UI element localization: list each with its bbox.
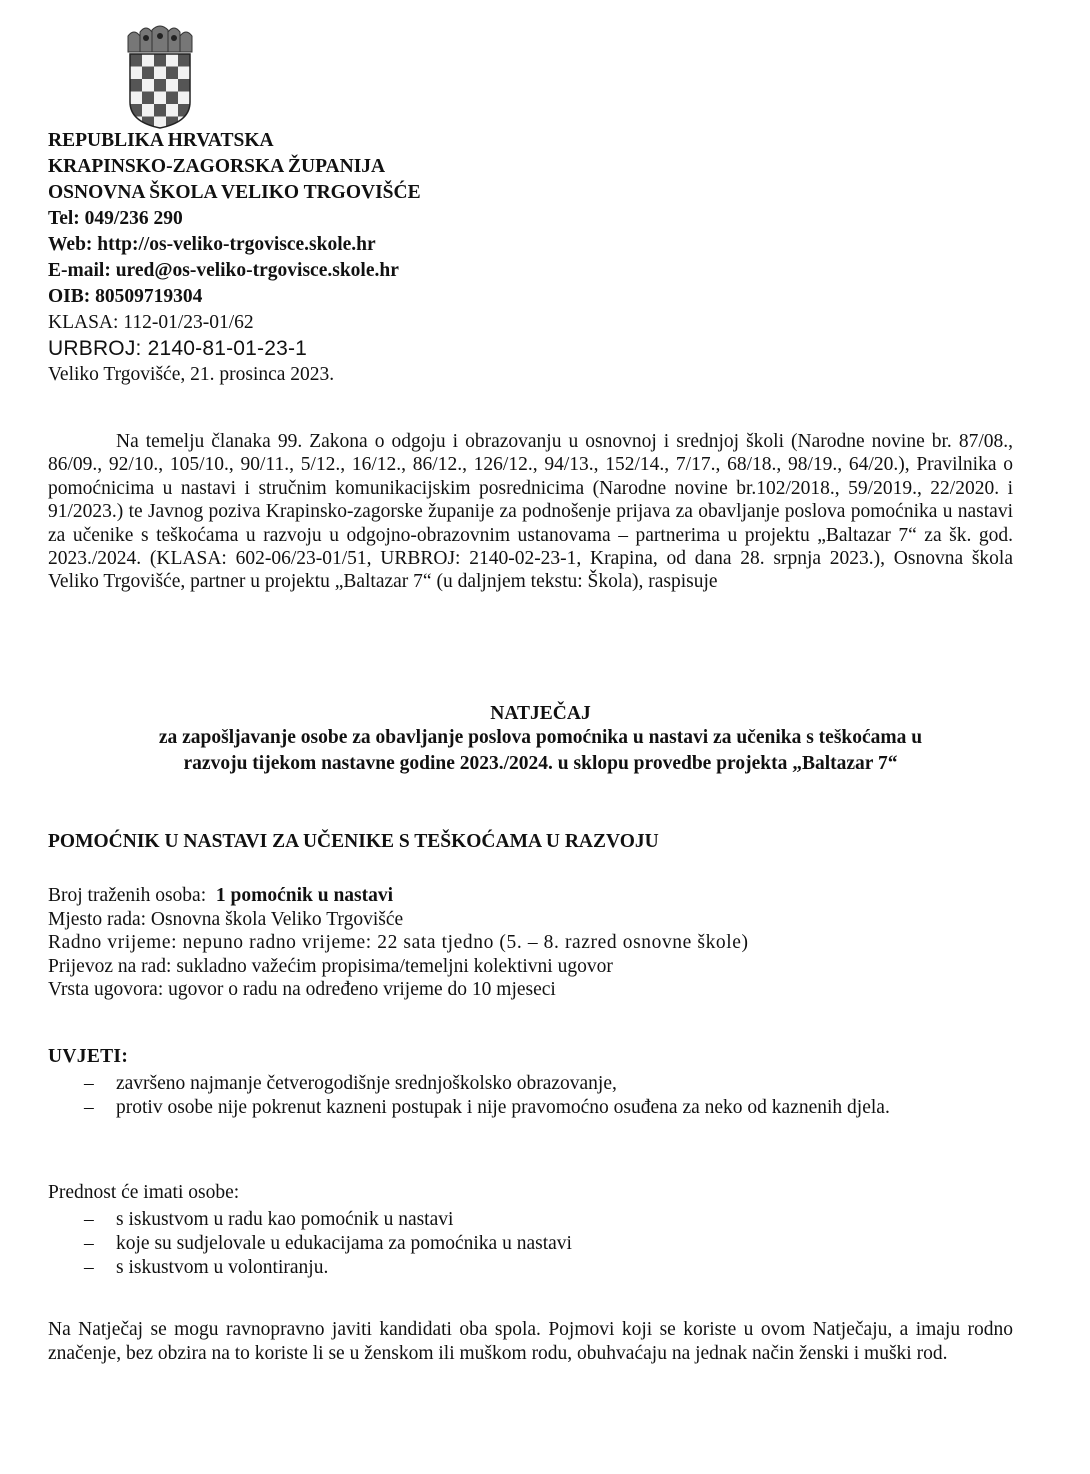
shield-square [142,79,154,92]
letterhead [48,128,748,388]
letterhead-country: REPUBLIKA HRVATSKA [48,130,274,151]
dash-bullet: – [84,1209,94,1230]
condition-text: završeno najmanje četverogodišnje srednjoškolsko obrazovanje, [116,1073,617,1094]
shield-square [130,92,142,105]
closing-paragraph: Na Natječaj se mogu ravnopravno javiti kandidati oba spola. Pojmovi koji se koriste u ovom Natječaju, a imaju rodno značenje, bez obzira na to koriste li se u ženskom ili muškom rodu, obuhvaćaju na jednak način ženski i muški rod. [48,1319,1013,1364]
shield-square [178,92,190,105]
klasa: KLASA: 112-01/23-01/62 [48,312,254,333]
tender-subtitle-line-1: za zapošljavanje osobe za obavljanje poslova pomoćnika u nastavi za učenika s teškoćama u [158,727,923,748]
shield-square [166,79,178,92]
intro-paragraph [48,430,1013,594]
shield-square [142,92,154,105]
conditions-heading: UVJETI: [48,1046,129,1067]
list-item [48,1072,1013,1096]
list-item [48,1256,1013,1280]
advantage-text: s iskustvom u volontiranju. [116,1257,329,1278]
shield-square [130,67,142,80]
tender-heading: NATJEČAJ [490,703,591,724]
info-contract: Vrsta ugovora: ugovor o radu na određeno vrijeme do 10 mjeseci [48,979,556,1000]
info-count-value: 1 pomoćnik u nastavi [215,885,394,906]
shield-square [130,79,142,92]
shield-square [166,92,178,105]
shield-square [178,54,190,67]
info-hours: Radno vrijeme: nepuno radno vrijeme: 22 sata tjedno (5. – 8. razred osnovne škole) [48,932,749,953]
list-item [48,1208,1013,1232]
urbroj: URBROJ: 2140-81-01-23-1 [48,337,308,360]
advantage-list [48,1208,1013,1280]
letterhead-oib: OIB: 80509719304 [48,286,203,307]
dash-bullet: – [84,1073,94,1094]
shield-square [166,67,178,80]
shield-square [142,67,154,80]
conditions-list [48,1072,1013,1120]
letterhead-phone: Tel: 049/236 290 [48,208,183,229]
advantage-text: koje su sudjelovale u edukacijama za pomoćnika u nastavi [116,1233,572,1254]
shield-square [178,67,190,80]
position-info [48,884,1008,1002]
advantage-heading: Prednost će imati osobe: [48,1182,240,1203]
condition-text: protiv osobe nije pokrenut kazneni postupak i nije pravomoćno osuđena za neko od kaznenih djela. [116,1097,890,1118]
shield-square [130,54,142,67]
info-count-label: Broj traženih osoba: [48,885,207,906]
dash-bullet: – [84,1233,94,1254]
coat-of-arms-icon [120,22,200,130]
shield-square [154,104,166,117]
shield-square [154,54,166,67]
list-item [48,1096,1013,1120]
dash-bullet: – [84,1257,94,1278]
letterhead-county: KRAPINSKO-ZAGORSKA ŽUPANIJA [48,156,386,177]
shield-square [178,79,190,92]
shield-square [154,67,166,80]
shield-square [154,79,166,92]
letterhead-school: OSNOVNA ŠKOLA VELIKO TRGOVIŠĆE [48,182,421,203]
shield-square [154,92,166,105]
shield-square [166,54,178,67]
position-heading: POMOĆNIK U NASTAVI ZA UČENIKE S TEŠKOĆAMA U RAZVOJU [48,831,659,852]
info-transport: Prijevoz na rad: sukladno važećim propisima/temeljni kolektivni ugovor [48,955,613,977]
place-date: Veliko Trgovišće, 21. prosinca 2023. [48,364,335,385]
tender-subtitle-line-2: razvoju tijekom nastavne godine 2023./2024. u sklopu provedbe projekta „Baltazar 7“ [183,753,898,774]
shield-square [142,104,154,117]
advantage-text: s iskustvom u radu kao pomoćnik u nastavi [116,1209,454,1230]
list-item [48,1232,1013,1256]
dash-bullet: – [84,1097,94,1118]
shield-square [142,54,154,67]
shield-square [166,104,178,117]
letterhead-web: Web: http://os-veliko-trgovisce.skole.hr [48,234,376,255]
info-count [48,884,1008,908]
intro-text: Na temelju članaka 99. Zakona o odgoju i obrazovanju u osnovnoj i srednjoj školi (Narodne novine br. 87/08., 86/09., 92/10., 105/10., 90/11., 5/12., 16/12., 86/12., 126/12., 94/13., 152/14., 7/17., 68/18., 98/19., 64/20.), Pravilnika o pomoćnicima u nastavi i stručnim komunikacijskim posrednicima (Narodne novine br.102/2018., 59/2019., 22/2020. i 91/2023.) te Javnog poziva Krapinsko-zagorske županije za podnošenje prijava za obavljanje poslova pomoćnika u nastavi za učenike s teškoćama u razvoju u odgojno-obrazovnim ustanovama – partnerima u projektu „Baltazar 7“ za šk. god. 2023./2024. (KLASA: 602-06/23-01/51, URBROJ: 2140-02-23-1, Krapina, od dana 28. srpnja 2023.), Osnovna škola Veliko Trgovišće, partner u projektu „Baltazar 7“ (u daljnjem tekstu: Škola), raspisuje [48,431,1013,593]
letterhead-email: E-mail: ured@os-veliko-trgovisce.skole.hr [48,260,399,281]
info-place: Mjesto rada: Osnovna škola Veliko Trgovišće [48,908,404,930]
